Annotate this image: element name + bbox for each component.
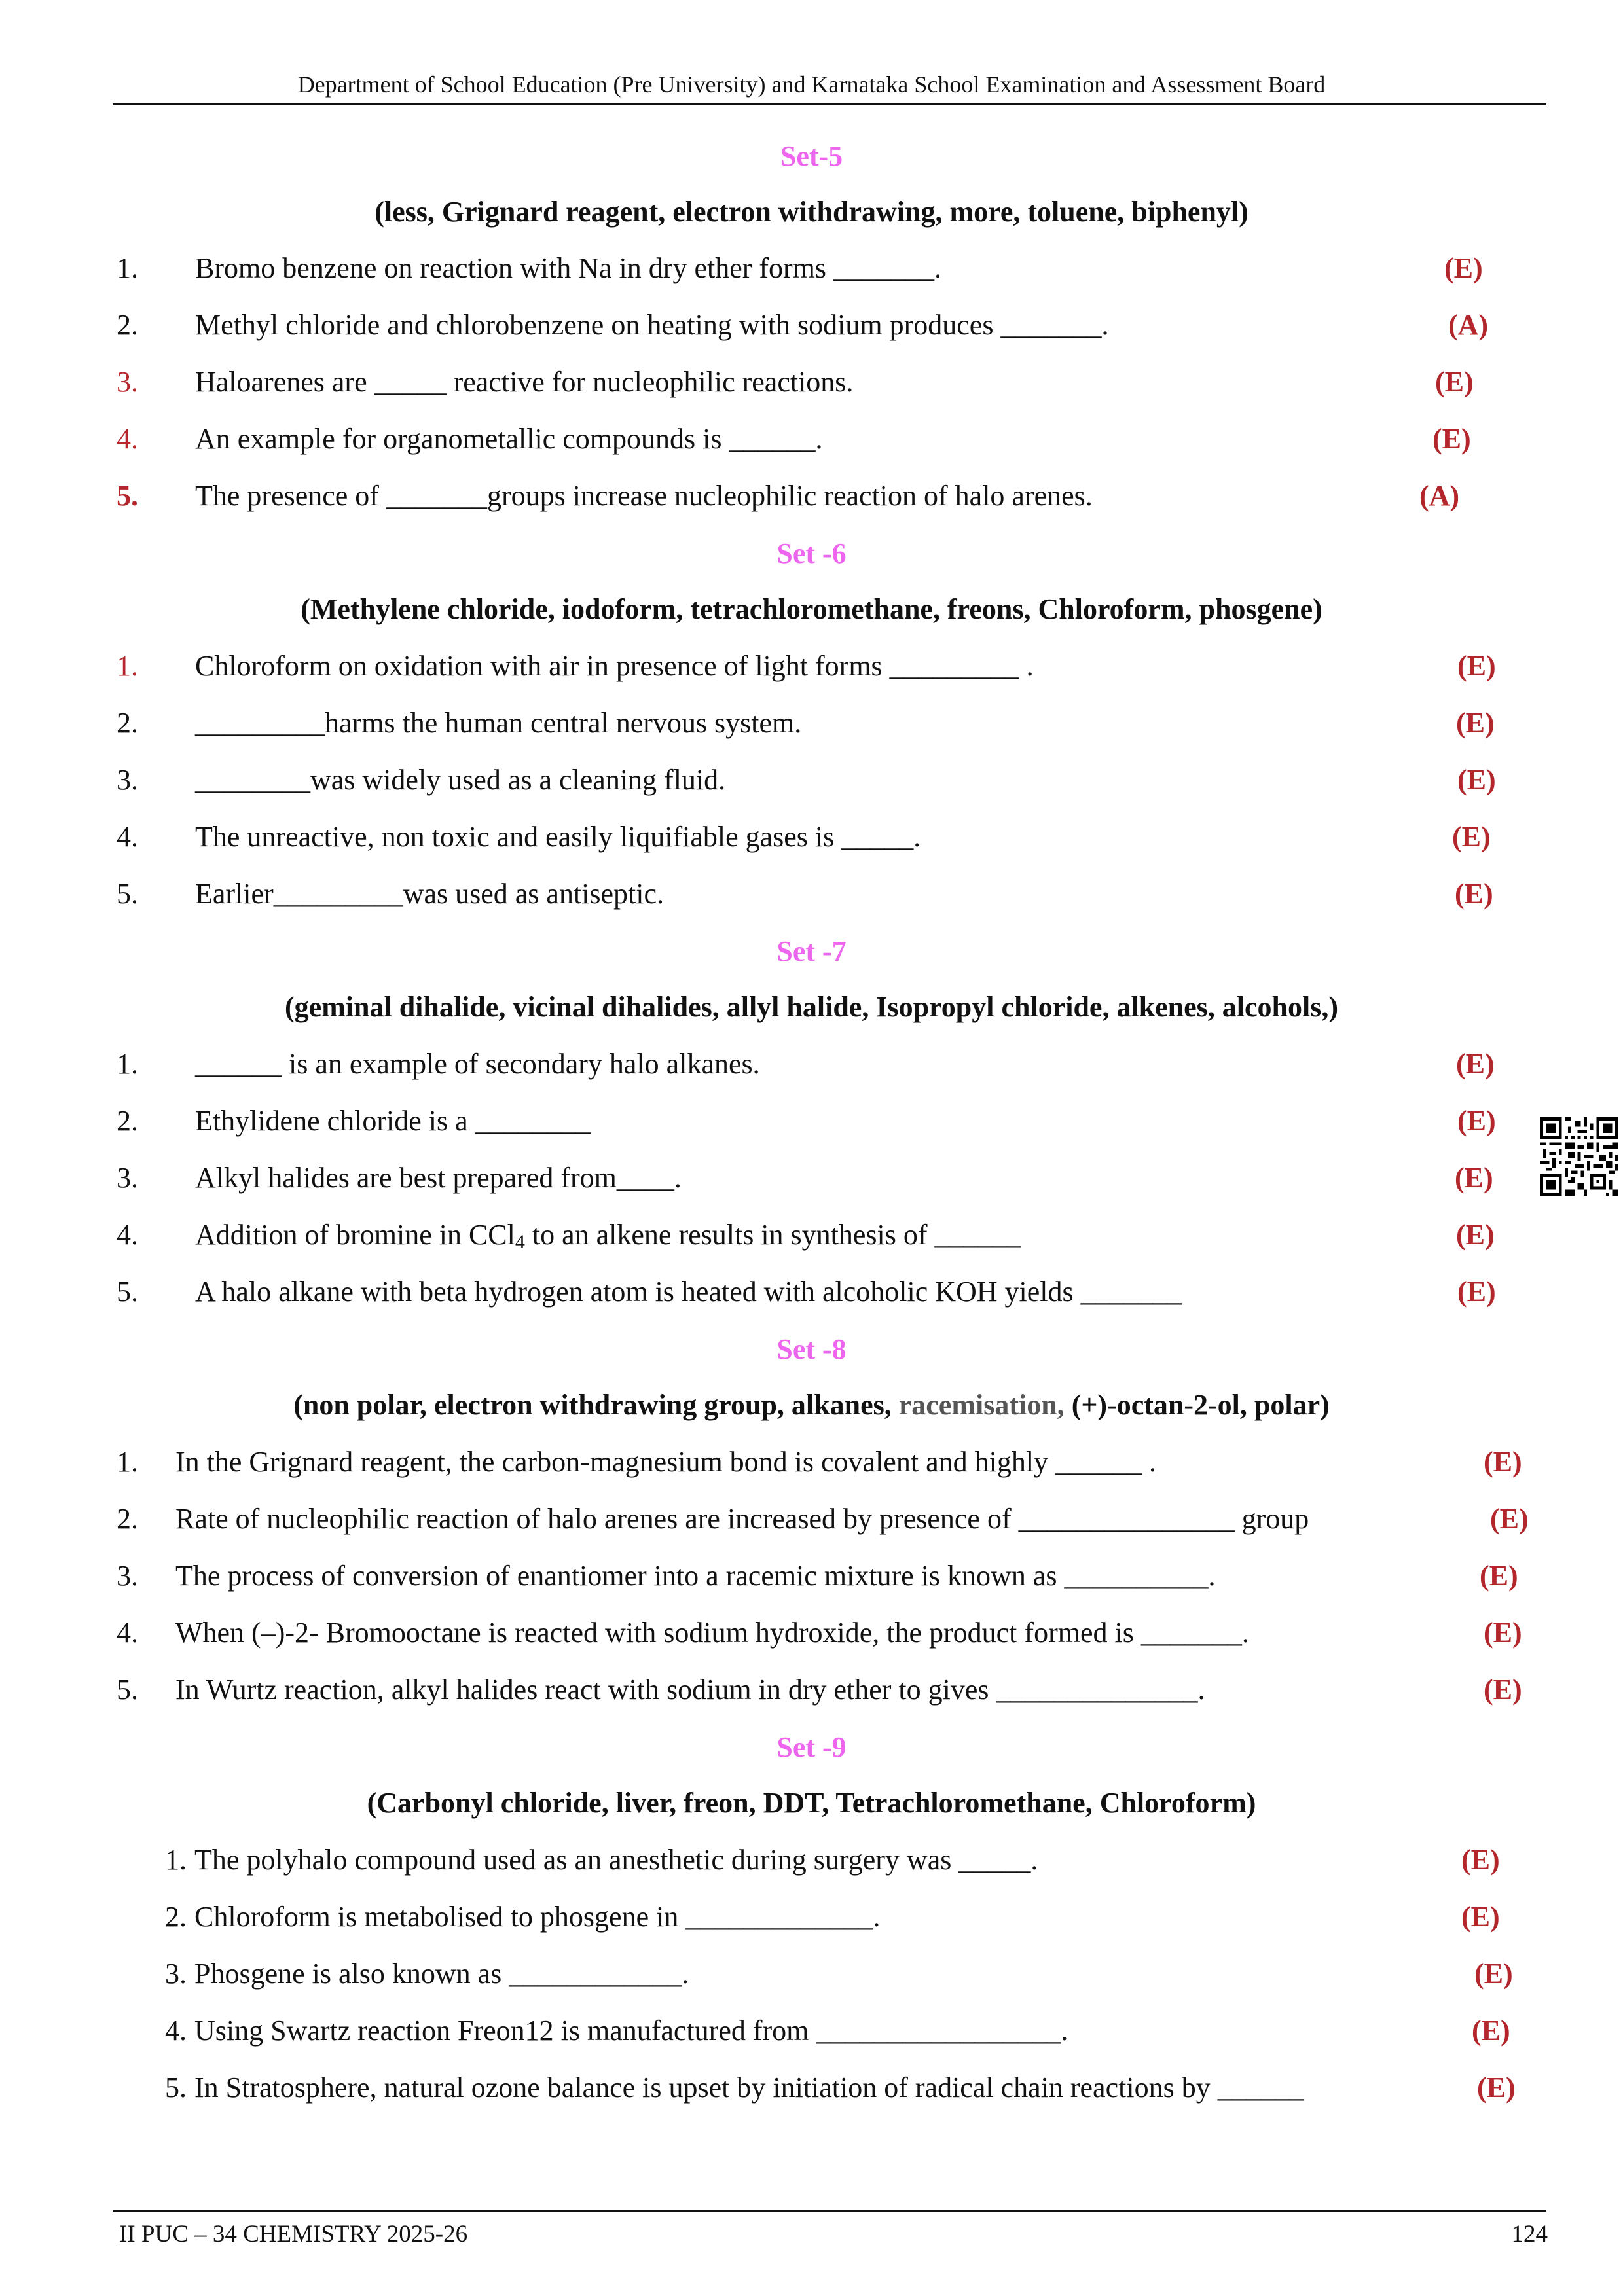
question-mark: (A) [1448, 309, 1489, 341]
footer-rule [113, 2210, 1546, 2212]
page-number: 124 [1511, 2221, 1548, 2248]
question-number: 4. [165, 2015, 187, 2047]
word-bank: (Carbonyl chloride, liver, freon, DDT, Tetrachloromethane, Chloroform) [367, 1787, 1256, 1819]
text-part: to an alkene results in synthesis of ______ [524, 1219, 1021, 1251]
question-number: 3. [117, 366, 138, 398]
question-mark: (E) [1480, 1560, 1518, 1592]
word-bank-part: (non polar, electron withdrawing group, alkanes, [293, 1389, 899, 1421]
question-text: The process of conversion of enantiomer into a racemic mixture is known as __________. [175, 1560, 1216, 1592]
word-bank: (Methylene chloride, iodoform, tetrachloromethane, freons, Chloroform, phosgene) [301, 593, 1322, 625]
question-number: 5. [165, 2072, 187, 2104]
word-bank: (less, Grignard reagent, electron withdrawing, more, toluene, biphenyl) [374, 196, 1249, 228]
question-mark: (E) [1456, 1048, 1495, 1080]
set-title: Set -8 [776, 1333, 847, 1365]
set-title: Set -6 [776, 537, 847, 569]
question-row [0, 2014, 1623, 2053]
question-row [0, 2071, 1623, 2110]
question-row [0, 422, 1623, 461]
question-text: The unreactive, non toxic and easily liquifiable gases is _____. [195, 821, 921, 853]
question-text: In the Grignard reagent, the carbon-magnesium bond is covalent and highly ______ . [175, 1446, 1157, 1478]
question-mark: (E) [1455, 878, 1493, 910]
question-text: ________was widely used as a cleaning fluid. [195, 764, 726, 796]
question-text: Rate of nucleophilic reaction of halo arenes are increased by presence of _______________ group [175, 1503, 1309, 1535]
question-row [0, 479, 1623, 518]
word-bank-highlight: racemisation, [898, 1389, 1065, 1421]
question-mark: (E) [1477, 2072, 1516, 2104]
question-text: Earlier_________was used as antiseptic. [195, 878, 665, 910]
question-text: ______ is an example of secondary halo alkanes. [195, 1048, 760, 1080]
question-row [0, 1502, 1623, 1541]
question-mark: (E) [1472, 2015, 1510, 2047]
question-text: The polyhalo compound used as an anesthetic during surgery was _____. [194, 1844, 1038, 1876]
header-rule [113, 103, 1546, 105]
question-mark: (E) [1461, 1844, 1500, 1876]
question-row [0, 1047, 1623, 1086]
question-mark: (E) [1484, 1446, 1522, 1478]
question-number: 1. [117, 1446, 138, 1478]
question-mark: (E) [1457, 764, 1496, 796]
question-number: 5. [117, 1674, 138, 1706]
question-row [0, 1218, 1623, 1257]
question-text: When (–)-2- Bromooctane is reacted with sodium hydroxide, the product formed is _______. [175, 1617, 1249, 1649]
question-text: A halo alkane with beta hydrogen atom is heated with alcoholic KOH yields _______ [195, 1276, 1182, 1308]
question-mark: (E) [1457, 1105, 1496, 1137]
question-text: An example for organometallic compounds is ______. [195, 423, 823, 455]
question-text: The presence of _______groups increase nucleophilic reaction of halo arenes. [195, 480, 1093, 512]
question-number: 4. [117, 423, 138, 455]
question-mark: (E) [1490, 1503, 1529, 1535]
question-text: In Wurtz reaction, alkyl halides react with sodium in dry ether to gives ______________. [175, 1674, 1205, 1706]
question-row [0, 649, 1623, 689]
question-number: 3. [117, 764, 138, 796]
question-number: 2. [117, 309, 138, 341]
question-row [0, 1673, 1623, 1712]
question-mark: (E) [1456, 707, 1495, 739]
question-number: 3. [117, 1560, 138, 1592]
question-number: 4. [117, 1617, 138, 1649]
question-mark: (E) [1452, 821, 1491, 853]
word-bank [0, 1388, 1623, 1422]
question-mark: (E) [1457, 650, 1496, 682]
qr-code-icon [1540, 1117, 1618, 1196]
question-mark: (E) [1457, 1276, 1496, 1308]
set-title: Set -7 [776, 935, 847, 967]
question-row [0, 1445, 1623, 1484]
question-text: Haloarenes are _____ reactive for nucleophilic reactions. [195, 366, 854, 398]
question-mark: (E) [1484, 1674, 1522, 1706]
question-number: 2. [165, 1901, 187, 1933]
question-row [0, 1616, 1623, 1655]
question-row [0, 1161, 1623, 1200]
question-text: Chloroform on oxidation with air in presence of light forms _________ . [195, 650, 1034, 682]
question-number: 1. [117, 252, 138, 284]
word-bank: (geminal dihalide, vicinal dihalides, allyl halide, Isopropyl chloride, alkenes, alcohols,) [284, 991, 1339, 1023]
question-text [195, 1218, 1021, 1253]
question-mark: (E) [1474, 1958, 1513, 1990]
question-row [0, 365, 1623, 404]
question-row [0, 763, 1623, 802]
question-number: 1. [117, 1048, 138, 1080]
subscript: 4 [515, 1231, 525, 1253]
question-mark: (E) [1432, 423, 1471, 455]
question-row [0, 1275, 1623, 1314]
question-number: 2. [117, 1503, 138, 1535]
question-number: 5. [117, 878, 138, 910]
set-title: Set-5 [780, 140, 843, 172]
question-text: _________harms the human central nervous system. [195, 707, 802, 739]
question-mark: (E) [1444, 252, 1483, 284]
question-text: Bromo benzene on reaction with Na in dry ether forms _______. [195, 252, 942, 284]
question-number: 3. [165, 1958, 187, 1990]
question-text: Alkyl halides are best prepared from____. [195, 1162, 682, 1194]
question-mark: (E) [1455, 1162, 1493, 1194]
question-row [0, 251, 1623, 291]
question-mark: (A) [1419, 480, 1460, 512]
question-mark: (E) [1461, 1901, 1500, 1933]
question-text: Methyl chloride and chlorobenzene on heating with sodium produces _______. [195, 309, 1109, 341]
question-row [0, 706, 1623, 745]
question-row [0, 1900, 1623, 1939]
set-title: Set -9 [776, 1731, 847, 1763]
question-number: 5. [117, 1276, 138, 1308]
question-number: 5. [117, 480, 138, 512]
question-row [0, 308, 1623, 348]
question-number: 2. [117, 707, 138, 739]
footer-course: II PUC – 34 CHEMISTRY 2025-26 [119, 2221, 468, 2248]
question-row [0, 877, 1623, 916]
question-mark: (E) [1484, 1617, 1522, 1649]
question-number: 4. [117, 821, 138, 853]
question-row [0, 1104, 1623, 1143]
question-text: Phosgene is also known as ____________. [194, 1958, 689, 1990]
text-part: Addition of bromine in CCl [195, 1219, 515, 1251]
question-number: 4. [117, 1219, 138, 1251]
question-text: Using Swartz reaction Freon12 is manufactured from _________________. [194, 2015, 1068, 2047]
question-mark: (E) [1456, 1219, 1495, 1251]
question-number: 1. [117, 650, 138, 682]
question-text: Ethylidene chloride is a ________ [195, 1105, 591, 1137]
question-row [0, 1843, 1623, 1882]
word-bank-part: (+)-octan-2-ol, polar) [1064, 1389, 1330, 1421]
question-number: 1. [165, 1844, 187, 1876]
question-text: In Stratosphere, natural ozone balance is upset by initiation of radical chain reactions by ______ [194, 2072, 1304, 2104]
question-row [0, 820, 1623, 859]
question-row [0, 1559, 1623, 1598]
question-mark: (E) [1435, 366, 1474, 398]
question-row [0, 1957, 1623, 1996]
header-title: Department of School Education (Pre University) and Karnataka School Examination and Assessment Board [297, 71, 1326, 98]
question-text: Chloroform is metabolised to phosgene in _____________. [194, 1901, 881, 1933]
question-number: 2. [117, 1105, 138, 1137]
question-number: 3. [117, 1162, 138, 1194]
